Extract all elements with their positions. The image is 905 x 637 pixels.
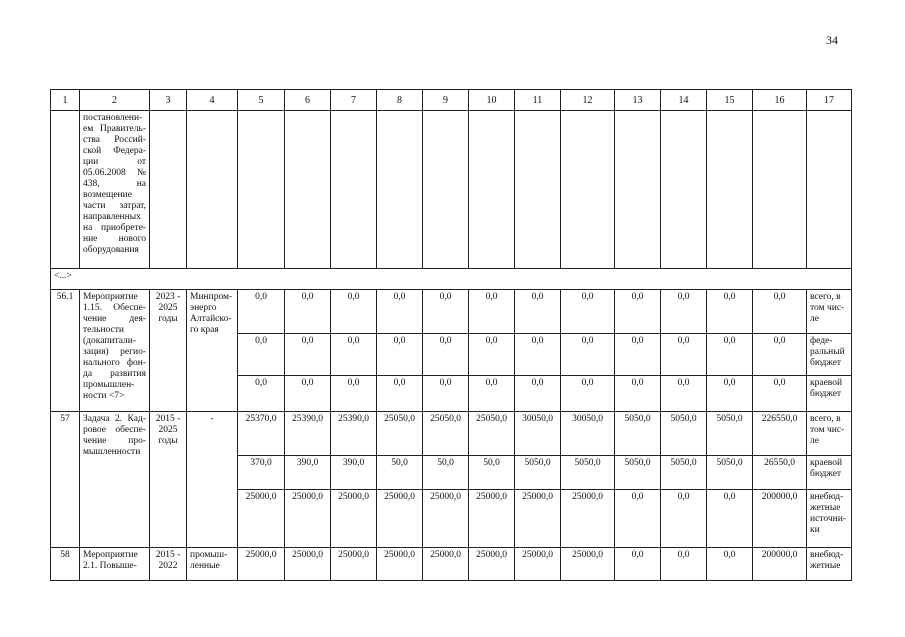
value-cell: 0,0 <box>661 548 707 581</box>
value-cell: 0,0 <box>561 334 615 376</box>
header-cell: 6 <box>285 90 331 111</box>
header-cell: 16 <box>753 90 807 111</box>
value-cell: 25000,0 <box>331 490 377 548</box>
value-cell: 0,0 <box>615 548 661 581</box>
period: 2023 - 2025 годы <box>150 290 187 412</box>
value-cell: 0,0 <box>377 334 423 376</box>
funding-source: всего, в том чис-ле <box>807 290 852 334</box>
value-cell: 25000,0 <box>561 548 615 581</box>
program-table <box>50 89 852 581</box>
value-cell: 0,0 <box>615 490 661 548</box>
table-row <box>51 548 852 581</box>
value-cell: 0,0 <box>469 376 515 412</box>
value-cell: 390,0 <box>285 456 331 490</box>
value-cell: 5050,0 <box>661 456 707 490</box>
value-cell: 0,0 <box>753 290 807 334</box>
value-cell: 0,0 <box>423 334 469 376</box>
value-cell: 26550,0 <box>753 456 807 490</box>
header-cell: 10 <box>469 90 515 111</box>
value-cell: 0,0 <box>707 290 753 334</box>
value-cell: 0,0 <box>707 548 753 581</box>
value-cell: 0,0 <box>561 376 615 412</box>
activity-name: Задача 2. Кад-ровое обеспе-чение про-мышленности <box>80 412 150 548</box>
value-cell: 5050,0 <box>707 456 753 490</box>
header-cell: 8 <box>377 90 423 111</box>
value-cell: 5050,0 <box>515 456 561 490</box>
table-row <box>51 412 852 456</box>
header-cell: 3 <box>150 90 187 111</box>
value-cell: 0,0 <box>423 290 469 334</box>
value-cell: 0,0 <box>561 290 615 334</box>
value-cell: 5050,0 <box>615 456 661 490</box>
value-cell: 25000,0 <box>469 548 515 581</box>
row-number: 56.1 <box>51 290 80 412</box>
value-cell: 0,0 <box>285 334 331 376</box>
executor: - <box>187 412 238 548</box>
header-cell: 14 <box>661 90 707 111</box>
value-cell: 0,0 <box>285 376 331 412</box>
value-cell: 25000,0 <box>423 548 469 581</box>
value-cell: 0,0 <box>377 290 423 334</box>
value-cell: 25390,0 <box>331 412 377 456</box>
executor: Минпром-энерго Алтайско-го края <box>187 290 238 412</box>
value-cell: 0,0 <box>469 290 515 334</box>
value-cell: 25000,0 <box>238 490 285 548</box>
funding-source: краевой бюджет <box>807 376 852 412</box>
value-cell: 5050,0 <box>561 456 615 490</box>
value-cell: 25000,0 <box>515 490 561 548</box>
value-cell: 5050,0 <box>707 412 753 456</box>
funding-source: внебюд-жетные <box>807 548 852 581</box>
omission-mark: <...> <box>51 269 852 290</box>
period: 2015 - 2022 <box>150 548 187 581</box>
value-cell: 0,0 <box>615 290 661 334</box>
header-cell: 4 <box>187 90 238 111</box>
period: 2015 - 2025 годы <box>150 412 187 548</box>
activity-name: постановлени-ем Правитель-ства Россий-ской Федера-ции от 05.06.2008 № 438, на возмещение части затрат, направленных на приобрете-ние нового оборудования <box>80 111 150 269</box>
funding-source: всего, в том чис-ле <box>807 412 852 456</box>
value-cell: 0,0 <box>331 334 377 376</box>
funding-source: внебюд-жетные источни-ки <box>807 490 852 548</box>
value-cell: 0,0 <box>331 376 377 412</box>
value-cell: 5050,0 <box>661 412 707 456</box>
value-cell: 0,0 <box>661 376 707 412</box>
value-cell: 25000,0 <box>561 490 615 548</box>
value-cell: 25050,0 <box>469 412 515 456</box>
funding-source: краевой бюджет <box>807 456 852 490</box>
value-cell: 0,0 <box>615 376 661 412</box>
header-cell: 17 <box>807 90 852 111</box>
value-cell: 50,0 <box>377 456 423 490</box>
value-cell: 0,0 <box>238 290 285 334</box>
value-cell: 25050,0 <box>377 412 423 456</box>
activity-name: Мероприятие 2.1. Повыше- <box>80 548 150 581</box>
value-cell: 200000,0 <box>753 490 807 548</box>
header-cell: 5 <box>238 90 285 111</box>
value-cell: 50,0 <box>469 456 515 490</box>
value-cell: 200000,0 <box>753 548 807 581</box>
value-cell: 25000,0 <box>515 548 561 581</box>
value-cell: 25000,0 <box>285 490 331 548</box>
value-cell: 0,0 <box>515 290 561 334</box>
page-number: 34 <box>826 33 838 47</box>
value-cell: 25000,0 <box>377 548 423 581</box>
header-cell: 2 <box>80 90 150 111</box>
value-cell: 370,0 <box>238 456 285 490</box>
value-cell: 30050,0 <box>561 412 615 456</box>
header-cell: 7 <box>331 90 377 111</box>
header-cell: 1 <box>51 90 80 111</box>
funding-source: феде-ральный бюджет <box>807 334 852 376</box>
value-cell: 0,0 <box>707 376 753 412</box>
value-cell: 5050,0 <box>615 412 661 456</box>
executor: промыш-ленные <box>187 548 238 581</box>
value-cell: 0,0 <box>615 334 661 376</box>
value-cell: 25000,0 <box>469 490 515 548</box>
value-cell: 0,0 <box>285 290 331 334</box>
value-cell: 0,0 <box>238 376 285 412</box>
value-cell: 0,0 <box>515 334 561 376</box>
value-cell: 226550,0 <box>753 412 807 456</box>
activity-name: Мероприятие 1.15. Обеспе-чение дея-тельности (докапитали-зация) регио-нального фон-да развития промышлен-ности <7> <box>80 290 150 412</box>
value-cell: 30050,0 <box>515 412 561 456</box>
continued-row <box>51 111 852 269</box>
value-cell: 0,0 <box>707 490 753 548</box>
value-cell: 0,0 <box>331 290 377 334</box>
omission-row <box>51 269 852 290</box>
value-cell: 0,0 <box>661 334 707 376</box>
value-cell: 0,0 <box>753 376 807 412</box>
value-cell: 25050,0 <box>423 412 469 456</box>
value-cell: 0,0 <box>469 334 515 376</box>
value-cell: 25000,0 <box>423 490 469 548</box>
value-cell: 50,0 <box>423 456 469 490</box>
header-cell: 12 <box>561 90 615 111</box>
value-cell: 0,0 <box>515 376 561 412</box>
value-cell: 25390,0 <box>285 412 331 456</box>
value-cell: 25000,0 <box>238 548 285 581</box>
header-row <box>51 90 852 111</box>
value-cell: 0,0 <box>238 334 285 376</box>
table-row <box>51 290 852 334</box>
value-cell: 25000,0 <box>331 548 377 581</box>
value-cell: 0,0 <box>707 334 753 376</box>
header-cell: 13 <box>615 90 661 111</box>
row-number: 57 <box>51 412 80 548</box>
value-cell: 25000,0 <box>377 490 423 548</box>
value-cell: 0,0 <box>423 376 469 412</box>
value-cell: 390,0 <box>331 456 377 490</box>
row-number: 58 <box>51 548 80 581</box>
value-cell: 25000,0 <box>285 548 331 581</box>
header-cell: 15 <box>707 90 753 111</box>
header-cell: 11 <box>515 90 561 111</box>
value-cell: 0,0 <box>377 376 423 412</box>
header-cell: 9 <box>423 90 469 111</box>
value-cell: 25370,0 <box>238 412 285 456</box>
value-cell: 0,0 <box>753 334 807 376</box>
value-cell: 0,0 <box>661 290 707 334</box>
value-cell: 0,0 <box>661 490 707 548</box>
